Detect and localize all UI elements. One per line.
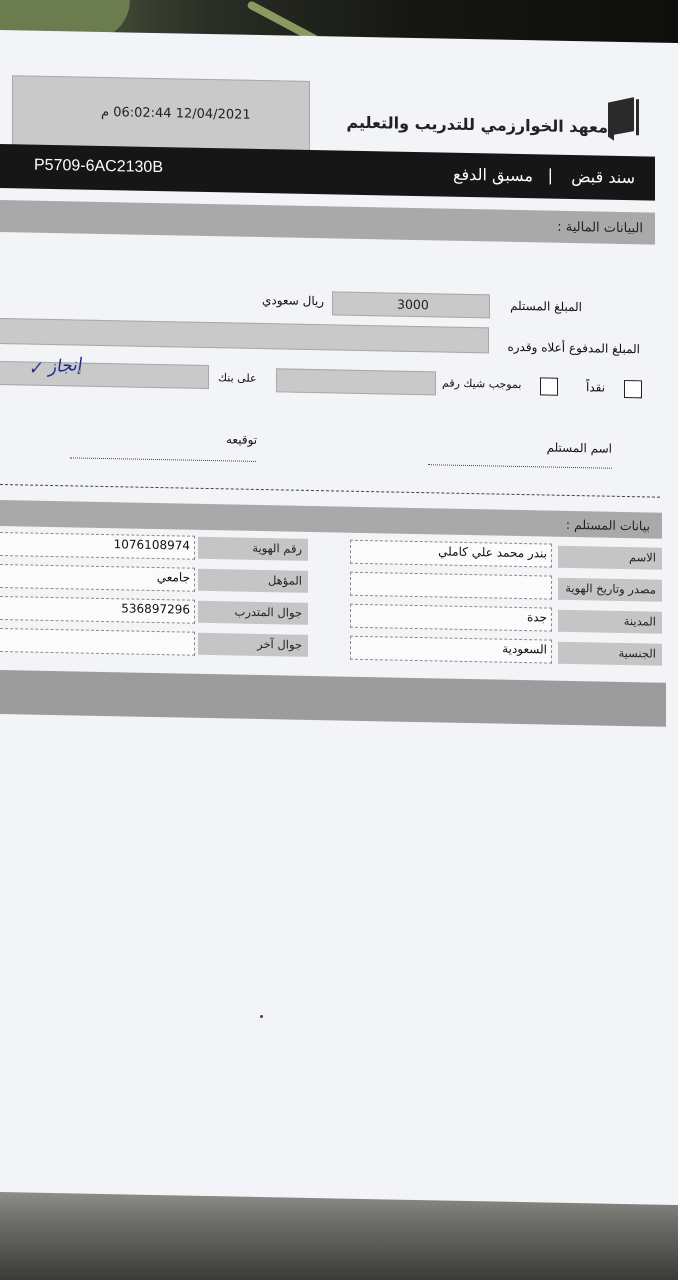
nationality-field — [350, 636, 552, 664]
cash-checkbox[interactable] — [624, 380, 642, 398]
signature-label: توقيعه — [226, 432, 258, 447]
cash-label: نقداً — [586, 380, 606, 395]
paper-speck — [260, 1015, 263, 1018]
name-field — [350, 540, 552, 568]
bank-label: على بنك — [218, 371, 257, 385]
id-number-label: رقم الهوية — [252, 540, 302, 556]
amount-label: المبلغ المستلم — [510, 298, 582, 315]
amount-box — [332, 291, 490, 318]
id-source-label: مصدر وتاريخ الهوية — [565, 580, 656, 597]
receipt-paper — [0, 30, 678, 1205]
qualification-label: المؤهل — [267, 573, 302, 588]
title-bar — [0, 144, 655, 201]
other-mobile-field — [0, 628, 195, 656]
timestamp-box — [12, 75, 310, 151]
amount-in-words-label: المبلغ المدفوع أعلاه وقدره — [507, 339, 640, 357]
qualification-field — [0, 564, 195, 592]
id-number-field — [0, 532, 195, 560]
title-separator: | — [547, 165, 553, 185]
amount-value: 3000 — [397, 296, 429, 313]
bank-name-box — [0, 354, 209, 389]
name-label-box — [558, 546, 662, 570]
id-number-label-box — [198, 537, 308, 561]
id-number-value: 1076108974 — [113, 537, 190, 553]
qualification-label-box — [198, 569, 308, 593]
financial-section-bar — [0, 200, 655, 245]
doc-type: سند قبض — [571, 166, 635, 188]
id-source-field — [350, 572, 552, 600]
receiver-name-line[interactable] — [428, 464, 612, 469]
receiver-section-bar — [0, 500, 662, 539]
receipt-reference: P5709-6AC2130B — [34, 156, 163, 177]
cheque-number-box — [276, 368, 436, 395]
cheque-label: بموجب شيك رقم — [442, 376, 522, 392]
qualification-value: جامعي — [156, 570, 190, 585]
doc-subtype: مسبق الدفع — [453, 164, 533, 186]
footer-bar — [0, 670, 666, 727]
nationality-label: الجنسية — [618, 645, 656, 661]
nationality-label-box — [558, 642, 662, 666]
other-mobile-label-box — [198, 633, 308, 657]
name-label: الاسم — [628, 550, 656, 565]
receiver-name-label: اسم المستلم — [546, 440, 612, 456]
trainee-mobile-label: جوال المتدرب — [234, 604, 302, 620]
timestamp: 12/04/2021 06:02:44 م — [101, 104, 251, 123]
trainee-mobile-label-box — [198, 601, 308, 625]
other-mobile-label: جوال آخر — [257, 636, 302, 652]
institute-logo-icon — [606, 97, 640, 142]
city-field — [350, 604, 552, 632]
handwritten-bank-name: ✓ إنجاز — [27, 354, 83, 380]
receiver-section-title: بيانات المستلم : — [565, 516, 650, 534]
name-value: بندر محمد علي كاملي — [438, 544, 547, 561]
city-label: المدينة — [623, 613, 656, 629]
city-label-box — [558, 610, 662, 634]
nationality-value: السعودية — [502, 641, 547, 657]
institute-name: معهد الخوارزمي للتدريب والتعليم — [346, 112, 608, 137]
financial-section-title: البيانات المالية : — [557, 219, 643, 237]
city-value: جدة — [526, 610, 547, 625]
id-source-label-box — [558, 578, 662, 602]
amount-in-words-box — [0, 318, 489, 353]
cheque-checkbox[interactable] — [540, 377, 558, 395]
trainee-mobile-field — [0, 596, 195, 624]
section-divider — [0, 484, 660, 498]
currency-label: ريال سعودي — [262, 293, 325, 309]
signature-line[interactable] — [70, 457, 256, 462]
trainee-mobile-value: 536897296 — [121, 601, 190, 617]
